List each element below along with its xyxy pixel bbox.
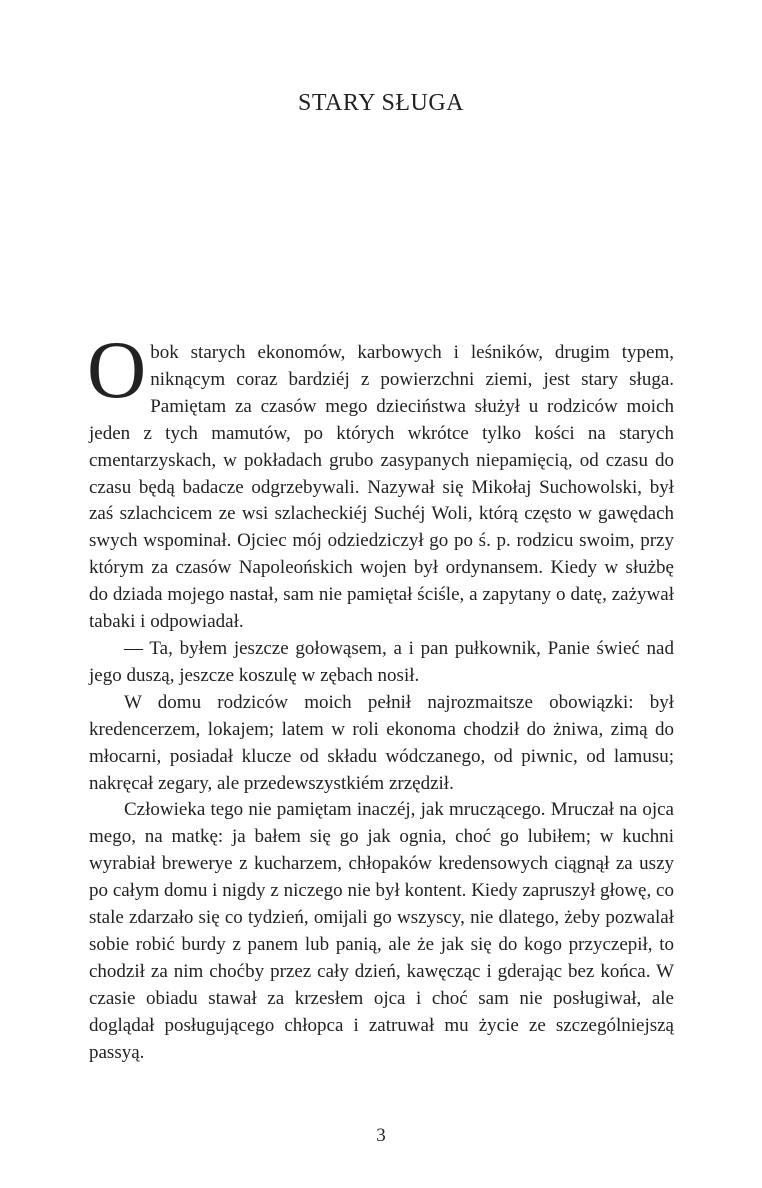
paragraph-2: — Ta, byłem jeszcze gołowąsem, a i pan pułkownik, Panie świeć nad jego duszą, jeszcze koszulę w zębach nosił. [89, 637, 674, 686]
drop-cap: O [87, 324, 147, 415]
chapter-title: STARY SŁUGA [297, 90, 465, 116]
body-text [87, 324, 674, 1066]
paragraph-4: Człowieka tego nie pamiętam inaczéj, jak mruczącego. Mruczał na ojca mego, na matkę: ja bałem się go jak ognia, choć go lubiłem; w kuchni wyrabiał brewerye z kucharzem, chłopaków kredensowych ciągnął za uszy po całym domu i nigdy z niczego nie był kontent. Kiedy zapruszył głowę, co stale zdarzało się co tydzień, omijali go wszyscy, nie dlatego, żeby pozwalał sobie robić burdy z panem lub panią, ale że jak się do kogo przyczepił, to chodził za nim choćby przez cały dzień, kawęcząc i gderając bez końca. W czasie obiadu stawał za krzesłem ojca i choć sam nie posługiwał, ale doglądał posługującego chłopca i zatruwał mu życie ze szczególniejszą passyą. [89, 799, 674, 1063]
paragraph-1 [87, 324, 674, 636]
page-number: 3 [376, 1125, 386, 1146]
paragraph-3: W domu rodziców moich pełnił najrozmaitsze obowiązki: był kredencerzem, lokajem; latem w roli ekonoma chodził do żniwa, zimą do młocarni, posiadał klucze od składu wódczanego, od piwnic, od lamusu; nakręcał zegary, ale przedewszystkiém zrzędził. [89, 691, 674, 794]
paragraph-1-text: bok starych ekonomów, karbowych i leśników, drugim typem, niknącym coraz bardziéj z powierzchni ziemi, jest stary sługa. Pamiętam za czasów mego dzieciństwa służył u rodziców moich jeden z tych mamutów, po których wkrótce tylko kości na starych cmentarzyskach, w pokładach grubo zasypanych niepamięcią, od czasu do czasu będą badacze odgrzebywali. Nazywał się Mikołaj Suchowolski, był zaś szlachcicem ze wsi szlacheckiéj Suchéj Woli, którą często w gawędach swych wspominał. Ojciec mój odziedziczył go po ś. p. rodzicu swoim, przy którym za czasów Napoleońskich wojen był ordynansem. Kiedy w służbę do dziada mojego nastał, sam nie pamiętał ściśle, a zapytany o datę, zażywał tabaki i odpowiadał. [89, 342, 674, 633]
